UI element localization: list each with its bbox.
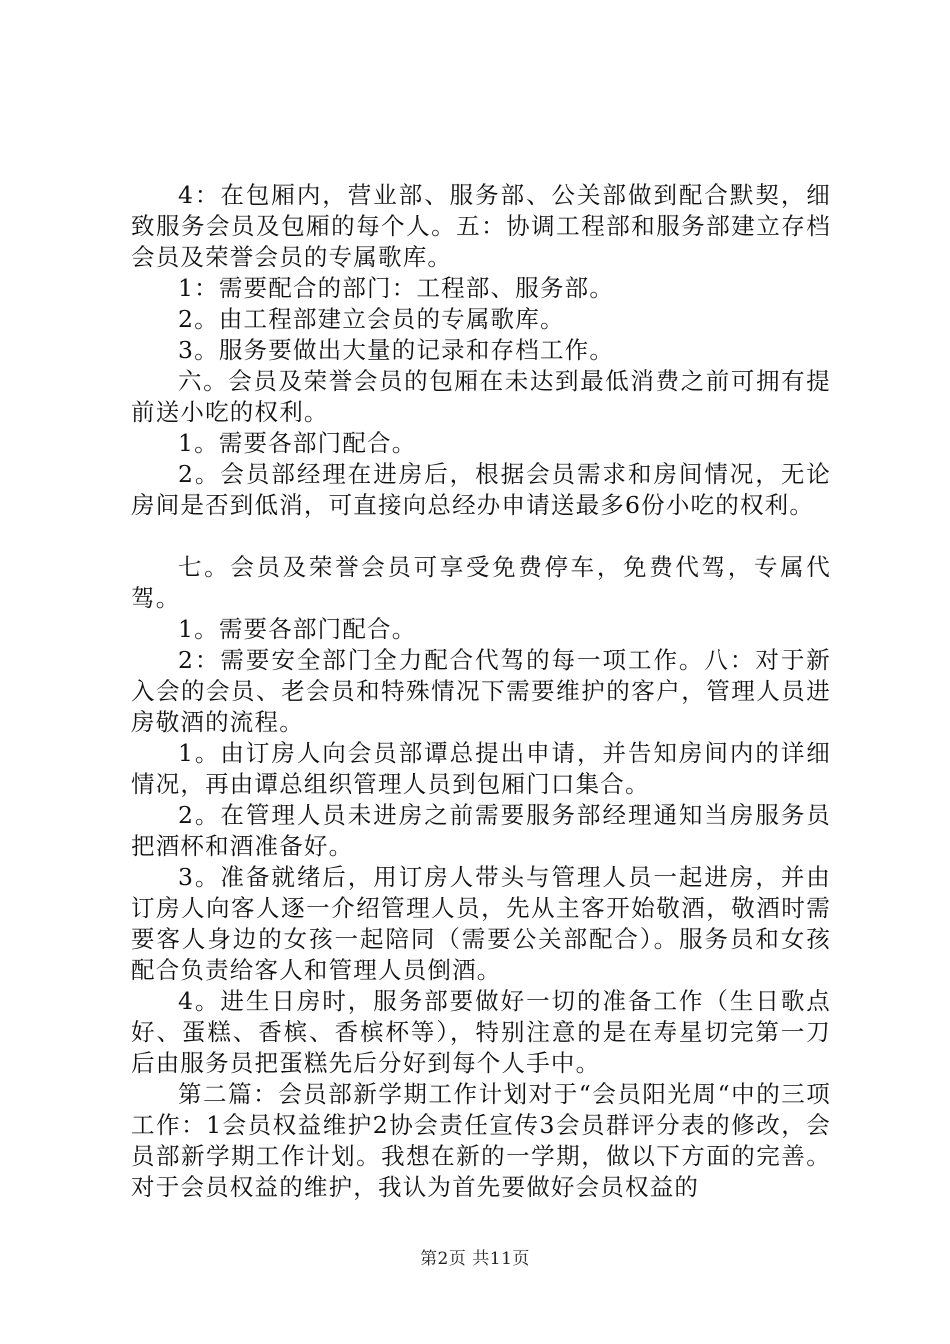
paragraph-10: 2：需要安全部门全力配合代驾的每一项工作。八：对于新入会的会员、老会员和特殊情况下需要维护的客户，管理人员进房敬酒的流程。 [131,646,831,736]
paragraph-2: 1：需要配合的部门：工程部、服务部。 [178,274,615,302]
paragraph-14: 4。进生日房时，服务部要做好一切的准备工作（生日歌点好、蛋糕、香槟、香槟杯等），特别注意的是在寿星切完第一刀后由服务员把蛋糕先后分好到每个人手中。 [131,987,831,1077]
paragraph-4: 3。服务要做出大量的记录和存档工作。 [178,336,615,364]
paragraph-8: 七。会员及荣誉会员可享受免费停车，免费代驾，专属代驾。 [131,553,831,612]
paragraph-11: 1。由订房人向会员部谭总提出申请，并告知房间内的详细情况，再由谭总组织管理人员到包厢门口集合。 [131,739,831,798]
page-footer: 第2页 共11页 [420,1249,530,1269]
paragraph-13: 3。准备就绪后，用订房人带头与管理人员一起进房，并由订房人向客人逐一介绍管理人员，先从主客开始敬酒，敬酒时需要客人身边的女孩一起陪同（需要公关部配合）。服务员和女孩配合负责给客人和管理人员倒酒。 [131,863,831,984]
paragraph-7: 2。会员部经理在进房后，根据会员需求和房间情况，无论房间是否到低消，可直接向总经办申请送最多6份小吃的权利。 [131,460,831,519]
paragraph-12: 2。在管理人员未进房之前需要服务部经理通知当房服务员把酒杯和酒准备好。 [131,801,831,860]
paragraph-15: 第二篇：会员部新学期工作计划对于“会员阳光周“中的三项工作：1会员权益维护2协会责任宣传3会员群评分表的修改，会员部新学期工作计划。我想在新的一学期，做以下方面的完善。对于会员权益的维护，我认为首先要做好会员权益的 [131,1080,831,1201]
paragraph-3: 2。由工程部建立会员的专属歌库。 [178,305,565,333]
paragraph-9: 1。需要各部门配合。 [178,615,417,643]
paragraph-1: 4：在包厢内，营业部、服务部、公关部做到配合默契，细致服务会员及包厢的每个人。五：协调工程部和服务部建立存档会员及荣誉会员的专属歌库。 [131,181,831,271]
document-body [131,180,831,1203]
paragraph-6: 1。需要各部门配合。 [178,429,417,457]
paragraph-5: 六。会员及荣誉会员的包厢在未达到最低消费之前可拥有提前送小吃的权利。 [131,367,831,426]
